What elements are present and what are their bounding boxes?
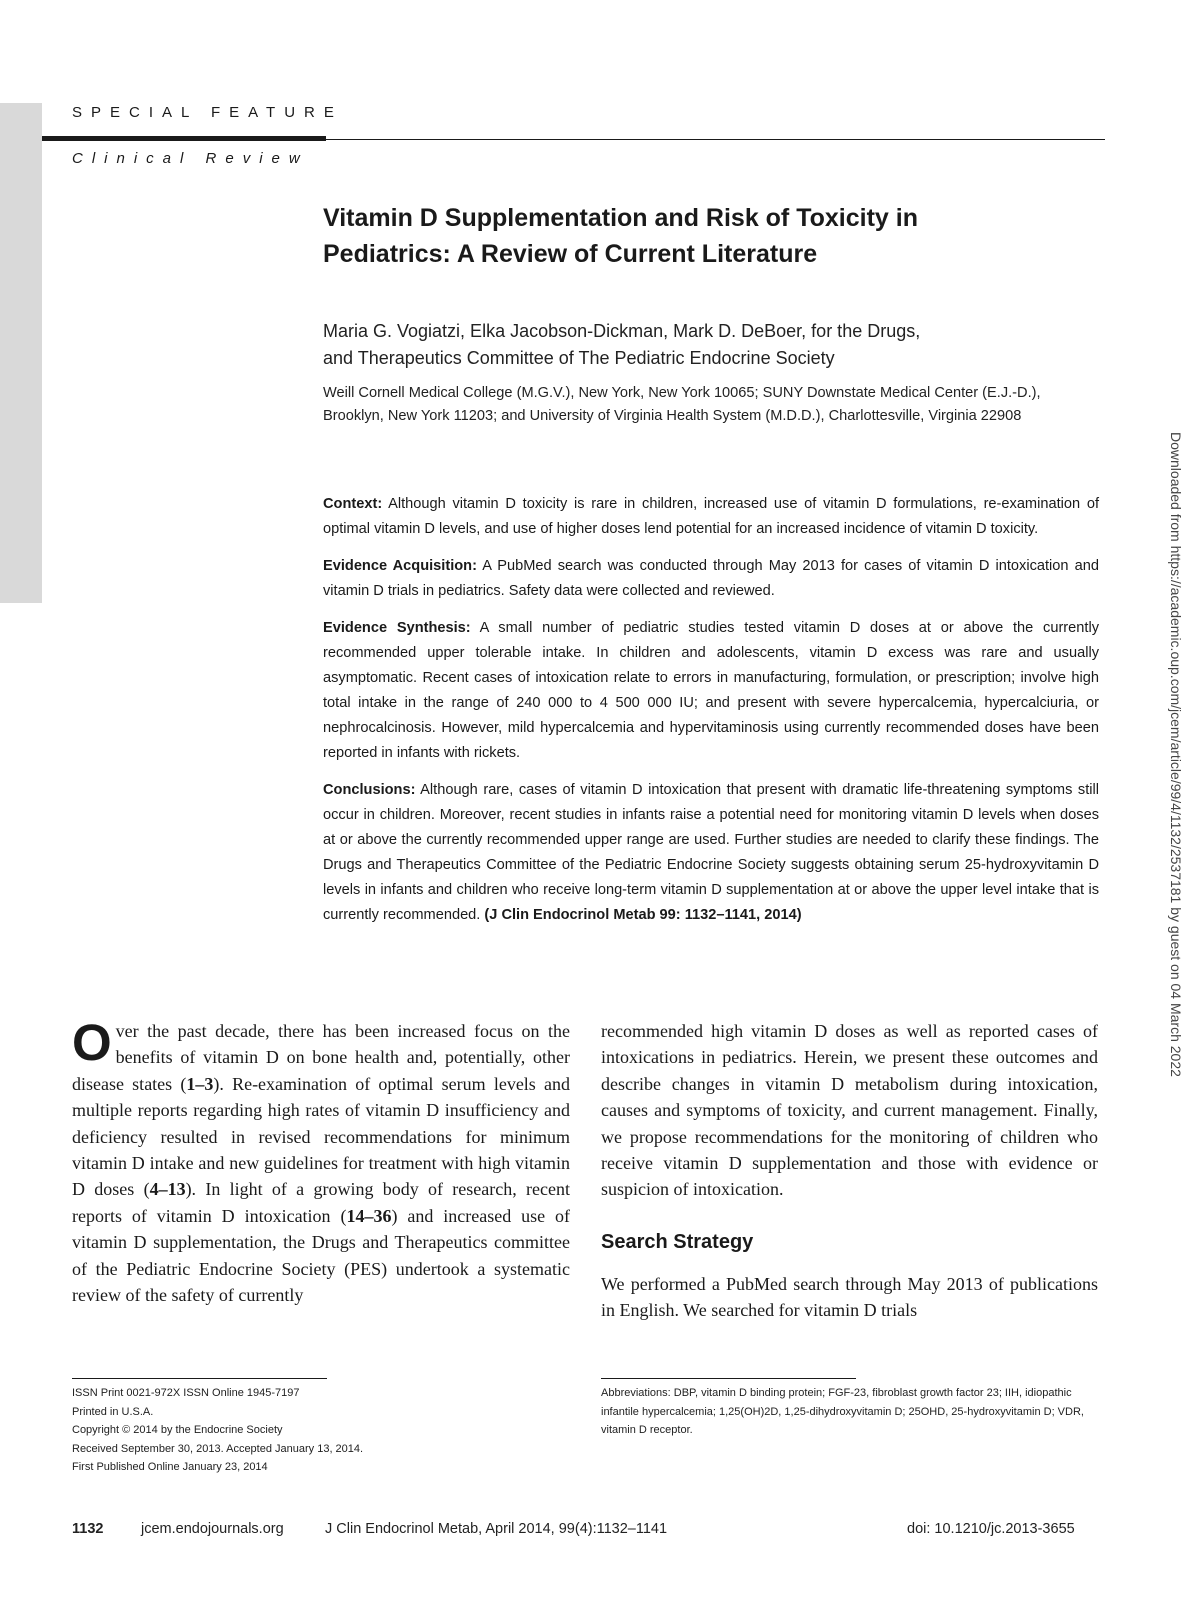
section-label: SPECIAL FEATURE (72, 104, 343, 121)
page-number: 1132 (72, 1521, 104, 1537)
reference-link[interactable]: 14–36 (346, 1205, 392, 1226)
conclusions-label: Conclusions: (323, 782, 416, 798)
intro-text-d: ) and increased use of vitamin D supplementation, the Drugs and Therapeutics committee of the Pediatric Endocrine Society (PES) undertook a systematic review of the safety of currently (72, 1205, 570, 1306)
header-rule-thin (326, 139, 1105, 140)
abstract (323, 492, 1099, 940)
download-watermark: Downloaded from https://academic.oup.com/jcem/article/99/4/1132/2537181 by guest on 04 March 2022 (1168, 432, 1184, 1077)
acquisition-text: A PubMed search was conducted through May 2013 for cases of vitamin D intoxication and vitamin D trials in pediatrics. Safety data were collected and reviewed. (323, 558, 1099, 599)
abstract-conclusions (323, 778, 1099, 928)
abstract-synthesis (323, 616, 1099, 766)
authors-line-1: Maria G. Vogiatzi, Elka Jacobson-Dickman, Mark D. DeBoer, for the Drugs, (323, 321, 921, 341)
footnote-rule-right (601, 1378, 856, 1379)
title-line-2: Pediatrics: A Review of Current Literature (323, 240, 818, 268)
intro-continued: recommended high vitamin D doses as well as reported cases of intoxications in pediatrics. Herein, we present these outcomes and describe changes in vitamin D metabolism during intoxication, causes and symptoms of toxicity, and current management. Finally, we propose recommendations for the monitoring of children who receive vitamin D supplementation and those with evidence or suspicion of intoxication. (601, 1021, 1098, 1200)
issn-note: ISSN Print 0021-972X ISSN Online 1945-7197 (72, 1387, 300, 1399)
section-heading: Search Strategy (601, 1230, 754, 1253)
abstract-acquisition (323, 554, 1099, 604)
drop-cap: O (72, 1014, 112, 1071)
received-note: Received September 30, 2013. Accepted January 13, 2014. (72, 1442, 364, 1455)
synthesis-label: Evidence Synthesis: (323, 620, 471, 636)
citation: (J Clin Endocrinol Metab 99: 1132–1141, 2014) (480, 907, 802, 923)
copyright-note: Copyright © 2014 by the Endocrine Society (72, 1424, 283, 1436)
search-strategy-text: We performed a PubMed search through May 2013 of publications in English. We searched for vitamin D trials (601, 1273, 1098, 1321)
authors-line-2: and Therapeutics Committee of The Pediatric Endocrine Society (323, 348, 835, 368)
author-list (323, 318, 1083, 372)
article-category: Clinical Review (72, 150, 309, 167)
title-line-1: Vitamin D Supplementation and Risk of Toxicity in (323, 204, 918, 232)
side-margin-bar (0, 103, 42, 603)
synthesis-text: A small number of pediatric studies tested vitamin D doses at or above the currently recommended upper tolerable intake. In children and adolescents, vitamin D excess was rare and usually asymptomatic. Recent cases of intoxication relate to errors in manufacturing, formulation, or prescription; involve high total intake in the range of 240 000 to 4 500 000 IU; and present with severe hypercalcemia, hypercalciuria, or nephrocalcinosis. However, mild hypercalcemia and hypervitaminosis using currently recommended doses have been reported in infants with rickets. (323, 620, 1099, 761)
abstract-context (323, 492, 1099, 542)
article-title (323, 200, 1113, 272)
intro-paragraph (72, 1014, 570, 1308)
body-column-left (72, 1014, 570, 1308)
journal-website[interactable]: jcem.endojournals.org (141, 1521, 284, 1537)
conclusions-text: Although rare, cases of vitamin D intoxication that present with dramatic life-threatening symptoms still occur in children. Moreover, recent studies in infants raise a potential need for monitoring vitamin D levels when doses at or above the currently recommended upper range are used. Further studies are needed to clarify these findings. The Drugs and Therapeutics Committee of the Pediatric Endocrine Society suggests obtaining serum 25-hydroxyvitamin D levels in infants and children who receive long-term vitamin D supplementation at or above the upper level intake that is currently recommended. (323, 782, 1099, 923)
published-note: First Published Online January 23, 2014 (72, 1461, 268, 1473)
acquisition-label: Evidence Acquisition: (323, 558, 477, 574)
header-rule-thick (42, 136, 326, 141)
reference-link[interactable]: 1–3 (186, 1073, 214, 1094)
printed-note: Printed in U.S.A. (72, 1405, 154, 1418)
context-text: Although vitamin D toxicity is rare in children, increased use of vitamin D formulations, re-examination of optimal vitamin D levels, and use of higher doses lend potential for an increased incidence of vitamin D toxicity. (323, 496, 1099, 537)
body-column-right (601, 1018, 1098, 1324)
intro-text-a: ver the past decade, there has been increased focus on the benefits of vitamin D on bone health and, potentially, other disease states ( (72, 1021, 570, 1094)
context-label: Context: (323, 496, 383, 512)
intro-text-b: ). Re-examination of optimal serum levels and multiple reports regarding high rates of vitamin D insufficiency and deficiency resulted in revised recommendations for minimum vitamin D intake and new guidelines for treatment with high vitamin D doses ( (72, 1073, 570, 1200)
publication-footnotes (72, 1384, 492, 1477)
doi[interactable]: doi: 10.1210/jc.2013-3655 (907, 1521, 1075, 1537)
footnote-rule-left (72, 1378, 327, 1379)
reference-link[interactable]: 4–13 (149, 1179, 186, 1200)
abbreviations-note: Abbreviations: DBP, vitamin D binding protein; FGF-23, fibroblast growth factor 23; IIH, idiopathic infantile hypercalcemia; 1,25(OH)2D, 1,25-dihydroxyvitamin D; 25OHD, 25-hydroxyvitamin D; VDR, vitamin D receptor. (601, 1387, 1084, 1436)
journal-reference: J Clin Endocrinol Metab, April 2014, 99(4):1132–1141 (325, 1521, 668, 1537)
affiliations: Weill Cornell Medical College (M.G.V.), New York, New York 10065; SUNY Downstate Medical Center (E.J.-D.), Brooklyn, New York 11203; and University of Virginia Health System (M.D.D.), Charlottesville, Virginia 22908 (323, 385, 1041, 424)
intro-text-c: ). In light of a growing body of research, recent reports of vitamin D intoxication ( (72, 1179, 570, 1226)
